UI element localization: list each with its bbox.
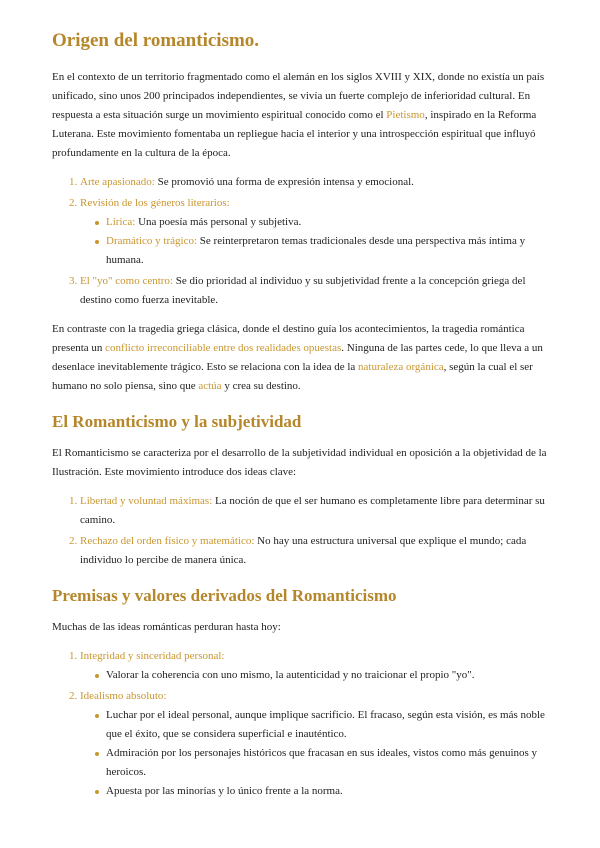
list-term: Integridad y sinceridad personal: [80,650,225,662]
sublist-item [106,213,548,232]
list-item [80,492,548,530]
highlight-pietismo: Pietismo [386,109,425,121]
list-text: La noción de que el ser humano es completamente libre para determinar su camino. [80,495,545,526]
highlight-naturaleza: naturaleza orgánica [358,361,444,373]
list-item [80,173,548,192]
paragraph-subjetividad: El Romanticismo se caracteriza por el desarrollo de la subjetividad individual en oposición a la objetividad de la Ilustración. Este movimiento introduce dos ideas clave: [52,447,547,478]
highlight-actua: actúa [198,380,222,392]
sublist-item: Luchar por el ideal personal, aunque implique sacrificio. El fracaso, según esta visión, es más noble que el éxito, que se considera superficial e inauténtico. [106,706,548,744]
sublist-item: Apuesta por las minorías y lo único frente a la norma. [106,782,548,801]
section-title-origen: Origen del romanticismo. [52,30,260,51]
list-term: Idealismo absoluto: [80,690,167,702]
list-term: Arte apasionado: [80,176,155,188]
list-item [80,194,548,270]
list-text: Se promovió una forma de expresión intensa y emocional. [154,176,414,188]
sublist-item [106,232,548,270]
text-run: En el contexto de un territorio fragmentado como el alemán en los siglos XVIII y XIX, donde no existía un país unificado, sino unos 200 principados independientes, se vivía un fuerte complejo de inferioridad cultural. En respuesta a esta situación surge un movimiento espiritual conocido como el [52,71,545,121]
text-run: En contraste con la tragedia griega clásica, donde el destino guía los acontecimientos, la tragedia romántica presenta un [52,323,525,354]
list-term: Revisión de los géneros literarios: [80,197,230,209]
list-term: Rechazo del orden físico y matemático: [80,535,255,547]
list-text: No hay una estructura universal que explique el mundo; cada individuo lo percibe de manera única. [80,535,527,566]
text-run: . Ninguna de las partes cede, lo que lleva a un desenlace inevitablemente trágico. Esto se relaciona con la idea de la [52,342,543,373]
list-item [80,647,548,685]
list-term: Dramático y trágico: [106,235,198,247]
sublist-generos [80,213,548,270]
text-run: , inspirado en la Reforma Luterana. Este movimiento fomentaba un repliegue hacia el interior y una introspección espiritual que influyó profundamente en la cultura de la época. [52,109,537,159]
paragraph-intro [52,68,548,163]
list-subjetividad [52,492,548,570]
sublist-integridad [80,666,548,685]
text-run: y crea su destino. [221,380,301,392]
text-run: , según la cual el ser humano no solo piensa, sino que [52,361,533,392]
sublist-item: Valorar la coherencia con uno mismo, la autenticidad y no traicionar el propio "yo". [106,666,548,685]
list-item [80,687,548,801]
list-text: Se dio prioridad al individuo y su subjetividad frente a la concepción griega del destino como fuerza inevitable. [80,275,526,306]
paragraph-premisas: Muchas de las ideas románticas perduran hasta hoy: [52,621,281,633]
section-title-subjetividad: El Romanticismo y la subjetividad [52,412,302,431]
list-term: Libertad y voluntad máximas: [80,495,213,507]
list-text: Se reinterpretaron temas tradicionales desde una perspectiva más íntima y humana. [106,235,526,266]
highlight-conflicto: conflicto irreconciliable entre dos realidades opuestas [105,342,342,354]
list-item [80,272,548,310]
list-term: Lírica: [106,216,136,228]
list-premisas [52,647,548,801]
list-item [80,532,548,570]
paragraph-tragedia [52,320,548,396]
list-text: Una poesía más personal y subjetiva. [135,216,302,228]
sublist-item: Admiración por los personajes históricos que fracasan en sus ideales, vistos como más genuinos y heroicos. [106,744,548,782]
section-title-premisas: Premisas y valores derivados del Romanticismo [52,586,397,605]
list-origen [52,173,548,310]
list-term: El "yo" como centro: [80,275,173,287]
sublist-idealismo [80,706,548,801]
